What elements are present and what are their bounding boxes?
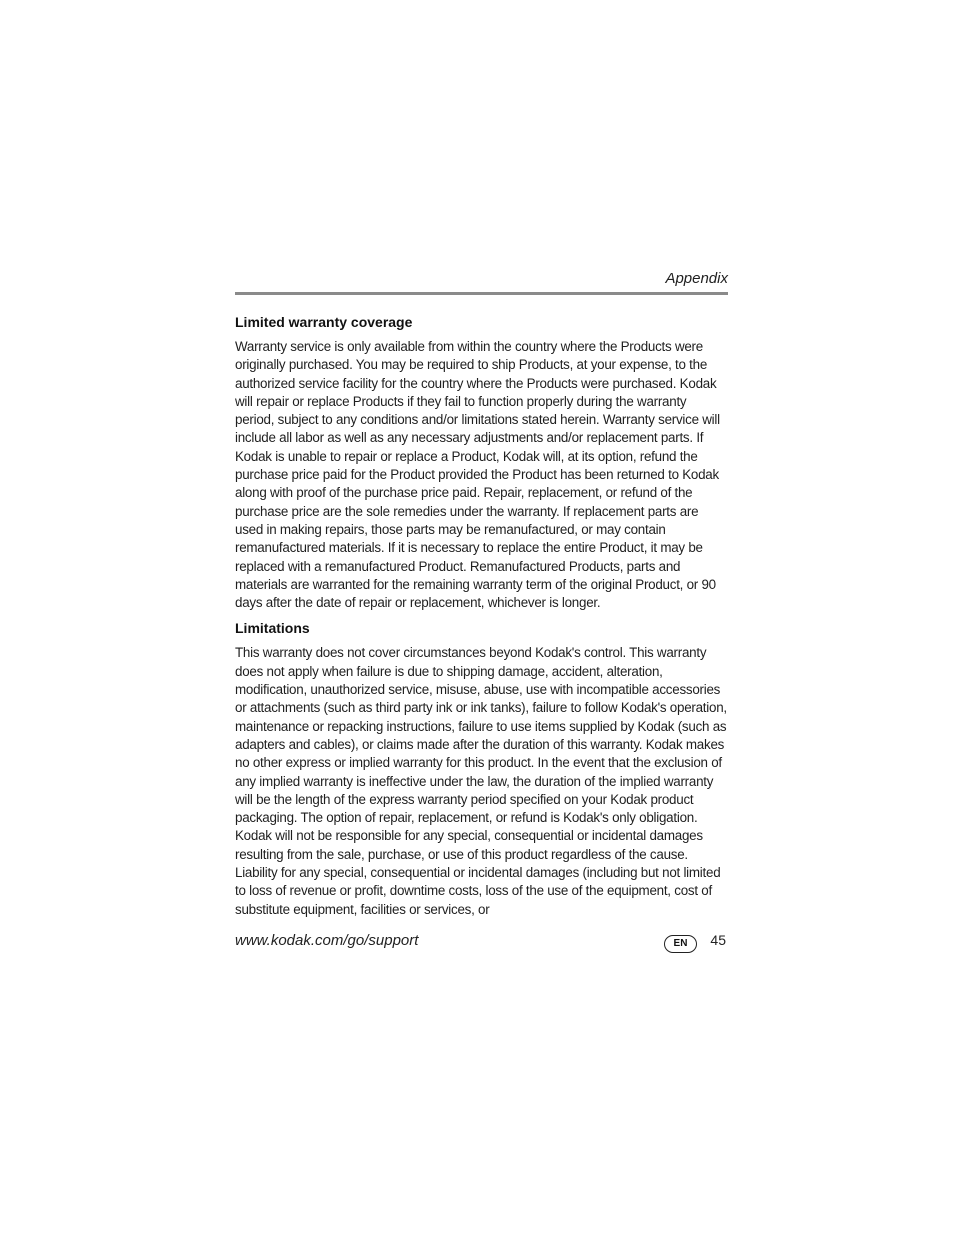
page-content: [235, 312, 728, 925]
page-footer: [235, 930, 728, 954]
section-body: Warranty service is only available from within the country where the Products were originally purchased. You may be required to ship Products, at your expense, to the authorized service facility for the country where the Products were purchased. Kodak will repair or replace Products if they fail to function properly during the warranty period, subject to any conditions and/or limitations stated herein. Warranty service will include all labor as well as any necessary adjustments and/or replacement parts. If Kodak is unable to repair or replace a Product, Kodak will, at its option, refund the purchase price paid for the Product provided the Product has been returned to Kodak along with proof of the purchase price paid. Repair, replacement, or refund of the purchase price are the sole remedies under the warranty. If replacement parts are used in making repairs, those parts may be remanufactured, or may contain remanufactured materials. If it is necessary to replace the entire Product, it may be replaced with a remanufactured Product. Remanufactured Products, parts and materials are warranted for the remaining warranty term of the original Product, or 90 days after the date of repair or replacement, whichever is longer.: [235, 339, 720, 611]
section-limited-warranty-coverage: [235, 312, 728, 612]
header-rule: [235, 292, 728, 295]
section-heading: Limited warranty coverage: [235, 314, 413, 330]
running-header-title: Appendix: [665, 270, 728, 287]
language-badge: EN: [664, 935, 697, 953]
section-limitations: [235, 618, 728, 918]
support-url-link[interactable]: www.kodak.com/go/support: [235, 932, 419, 949]
section-body: This warranty does not cover circumstances beyond Kodak's control. This warranty does not apply when failure is due to shipping damage, accident, alteration, modification, unauthorized service, misuse, abuse, use with incompatible accessories or attachments (such as third party ink or ink tanks), failure to follow Kodak's operation, maintenance or repacking instructions, failure to use items supplied by Kodak (such as adapters and cables), or claims made after the duration of this warranty. Kodak makes no other express or implied warranty for this product. In the event that the exclusion of any implied warranty is ineffective under the law, the duration of the implied warranty will be the length of the express warranty period specified on your Kodak product packaging. The option of repair, replacement, or refund is Kodak's only obligation. Kodak will not be responsible for any special, consequential or incidental damages resulting from the sale, purchase, or use of this product regardless of the cause. Liability for any special, consequential or incidental damages (including but not limited to loss of revenue or profit, downtime costs, loss of the use of the equipment, cost of substitute equipment, facilities or services, or: [235, 645, 727, 917]
document-page: [235, 0, 728, 1235]
section-heading: Limitations: [235, 620, 310, 637]
page-number: 45: [710, 932, 726, 948]
